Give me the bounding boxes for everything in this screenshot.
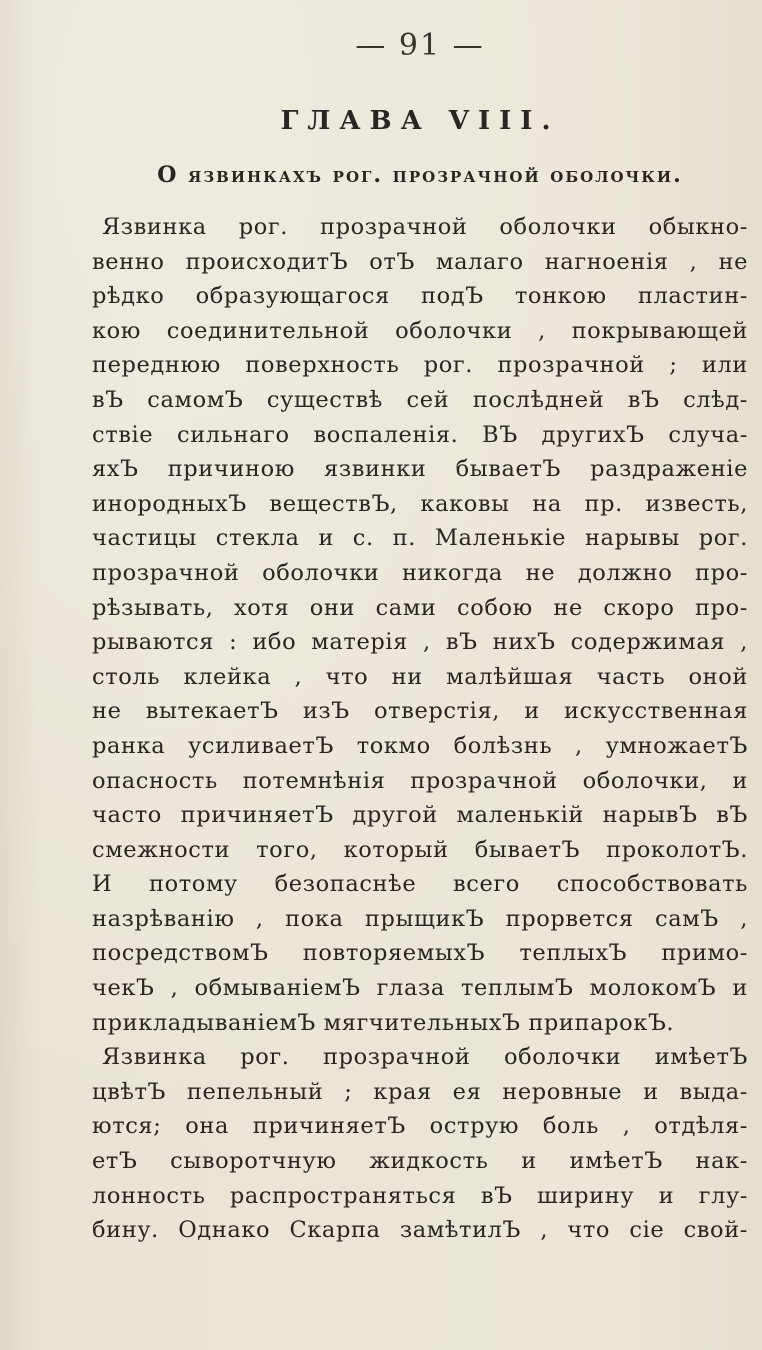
text-line: бину. Однако Скарпа замѣтилЪ , что сіе свой-	[92, 1217, 748, 1244]
text-line: инородныхЪ веществЪ, каковы на пр. известь,	[92, 490, 748, 517]
text-line: И потому безопаснѣе всего способствовать	[92, 871, 748, 898]
text-line: ствіе сильнаго воспаленія. ВЪ другихЪ случа-	[92, 421, 748, 448]
text-line: ранка усиливаетЪ токмо болѣзнь , умножаетЪ	[92, 732, 748, 759]
text-line: Язвинка рог. прозрачной оболочки имѣетЪ	[102, 1044, 748, 1071]
text-line: лонность распространяться вЪ ширину и глу-	[92, 1182, 748, 1209]
page-number: — 91 —	[355, 28, 485, 63]
text-line: цвѣтЪ пепельный ; края ея неровные и выда-	[92, 1078, 748, 1105]
text-line: опасность потемнѣнія прозрачной оболочки, и	[92, 767, 748, 794]
text-line: ются; она причиняетЪ острую боль , отдѣля-	[92, 1113, 748, 1140]
text-line: чекЪ , обмываніемЪ глаза теплымЪ молокомЪ и	[92, 975, 748, 1002]
text-line: посредствомЪ повторяемыхЪ теплыхЪ примо-	[92, 940, 748, 967]
text-line: яхЪ причиною язвинки бываетЪ раздраженіе	[92, 456, 748, 483]
text-line: смежности того, который бываетЪ проколотЪ.	[92, 836, 748, 863]
chapter-subtitle: О язвинкахъ рог. прозрачной оболочки.	[157, 162, 683, 188]
text-line: прикладываніемЪ мягчительныхЪ припарокЪ.	[92, 1009, 675, 1036]
text-line: прозрачной оболочки никогда не должно про-	[92, 559, 748, 586]
text-line: етЪ сыворотчную жидкость и имѣетЪ нак-	[92, 1148, 748, 1175]
text-line: венно происходитЪ отЪ малаго нагноенія , не	[92, 248, 748, 275]
text-line: не вытекаетЪ изЪ отверстія, и искусственная	[92, 698, 748, 725]
chapter-heading: ГЛАВА VIII.	[280, 106, 560, 136]
text-line: рываются : ибо матерія , вЪ нихЪ содержимая ,	[92, 629, 748, 656]
text-line: столь клейка , что ни малѣйшая часть оной	[92, 663, 748, 690]
text-line: кою соединительной оболочки , покрывающей	[92, 317, 748, 344]
text-line: переднюю поверхность рог. прозрачной ; или	[92, 352, 748, 379]
text-line: частицы стекла и с. п. Маленькіе нарывы рог.	[92, 525, 748, 552]
text-line: рѣдко образующагося подЪ тонкою пластин-	[92, 283, 748, 310]
text-line: вЪ самомЪ существѣ сей послѣдней вЪ слѣд-	[92, 386, 748, 413]
text-line: назрѣванію , пока прыщикЪ прорвется самЪ ,	[92, 905, 748, 932]
text-line: часто причиняетЪ другой маленькій нарывЪ вЪ	[92, 802, 748, 829]
text-line: Язвинка рог. прозрачной оболочки обыкно-	[102, 214, 748, 240]
paragraph-2	[92, 1040, 748, 1248]
text-line: рѣзывать, хотя они сами собою не скоро про-	[92, 594, 748, 621]
paragraph-1	[92, 210, 748, 1040]
